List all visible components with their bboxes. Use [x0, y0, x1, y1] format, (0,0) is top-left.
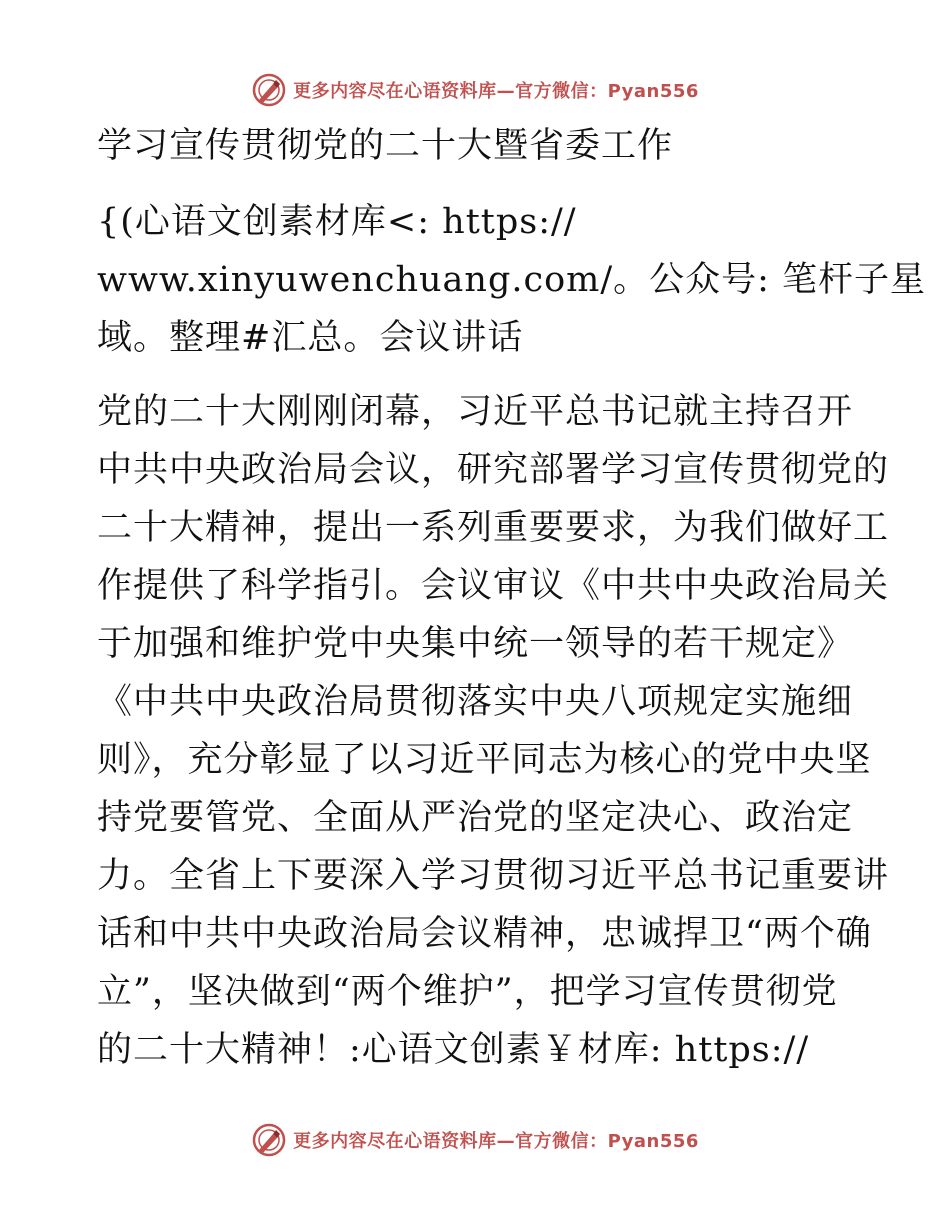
pen-logo-icon — [251, 1122, 287, 1158]
text-line: 中共中央政治局会议，研究部署学习宣传贯彻党的 — [97, 450, 890, 490]
text-line: 力。全省上下要深入学习贯彻习近平总书记重要讲 — [97, 856, 890, 896]
watermark-text: 更多内容尽在心语资料库—官方微信：Pyan556 — [293, 1131, 699, 1152]
footer-watermark-banner — [0, 1120, 950, 1160]
text-line: 的二十大精神！:心语文创素￥材库: https:// — [97, 1030, 810, 1070]
text-line: www.xinyuwenchuang.com/。公众号: 笔杆子星 — [97, 260, 927, 300]
text-line: 党的二十大刚刚闭幕，习近平总书记就主持召开 — [97, 392, 854, 432]
text-line: 《中共中央政治局贯彻落实中央八项规定实施细 — [97, 682, 854, 722]
text-line: 持党要管党、全面从严治党的坚定决心、政治定 — [97, 798, 854, 838]
pen-logo-icon — [251, 72, 287, 108]
text-line: 二十大精神，提出一系列重要要求，为我们做好工 — [97, 508, 890, 548]
text-line: 话和中共中央政治局会议精神，忠诚捍卫“两个确 — [97, 914, 872, 954]
document-title: 学习宣传贯彻党的二十大暨省委工作 — [97, 126, 674, 166]
text-line: 立”，坚决做到“两个维护”，把学习宣传贯彻党 — [97, 972, 838, 1012]
text-line: 于加强和维护党中央集中统一领导的若干规定》 — [97, 624, 854, 664]
text-line: {(心语文创素材库<: https:// — [97, 202, 577, 242]
header-watermark-banner — [0, 70, 950, 110]
text-line: 作提供了科学指引。会议审议《中共中央政治局关 — [97, 566, 890, 606]
watermark-text: 更多内容尽在心语资料库—官方微信：Pyan556 — [293, 81, 699, 102]
text-line: 则》，充分彰显了以习近平同志为核心的党中央坚 — [97, 740, 872, 780]
text-line: 域。整理#汇总。会议讲话 — [97, 318, 524, 358]
